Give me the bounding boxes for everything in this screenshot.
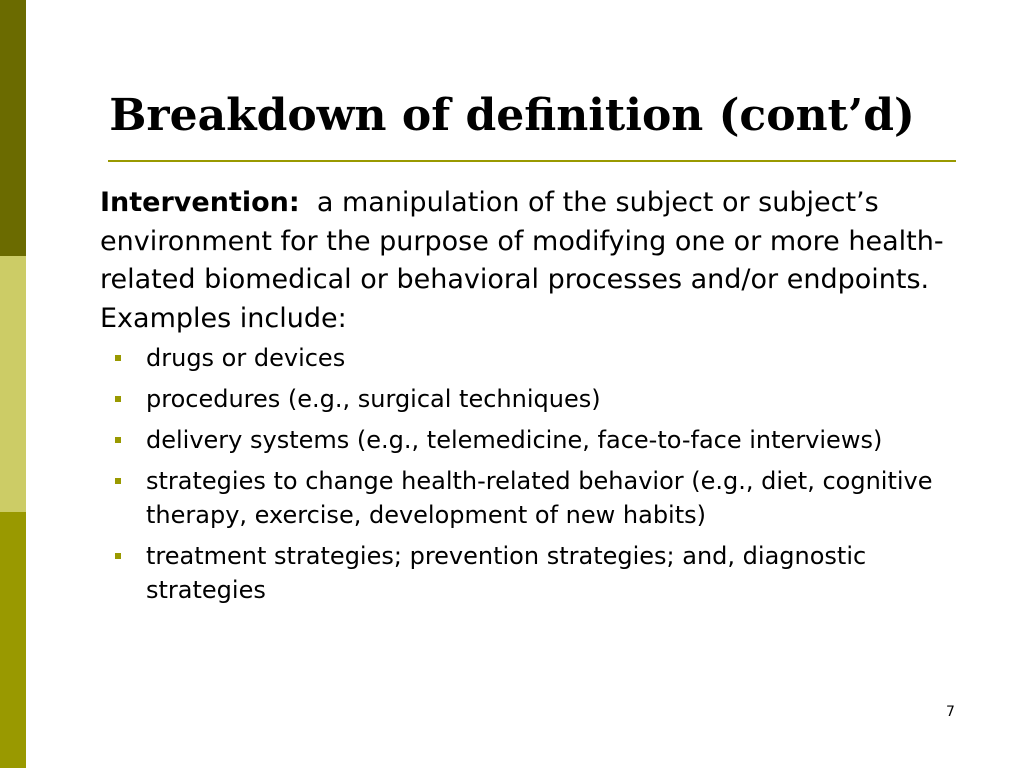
bullet-item [100,382,980,416]
square-bullet-icon [115,478,121,484]
intro-text: a manipulation of the subject or subject’s environment for the purpose of modifying one or more health-related biomedical or behavioral processes and/or endpoints. Examples include: [100,187,944,334]
square-bullet-icon [115,355,121,361]
bullet-list [100,341,980,607]
bullet-item [100,423,980,457]
intro-paragraph [100,184,980,338]
square-bullet-icon [115,553,121,559]
square-bullet-icon [115,396,121,402]
side-bar-middle [0,256,26,512]
bullet-item [100,539,980,607]
slide-title: Breakdown of definition (cont’d) [109,90,915,141]
bullet-item [100,341,980,375]
bullet-item [100,464,980,532]
square-bullet-icon [115,437,121,443]
bullet-text: delivery systems (e.g., telemedicine, face-to-face interviews) [146,426,883,454]
bullet-text: treatment strategies; prevention strategies; and, diagnostic strategies [146,542,867,604]
bullet-text: strategies to change health-related behavior (e.g., diet, cognitive therapy, exercise, development of new habits) [146,467,933,529]
title-underline [108,160,956,162]
page-number: 7 [946,704,955,720]
bullet-text: procedures (e.g., surgical techniques) [146,385,601,413]
intro-term: Intervention: [100,187,300,218]
bullet-text: drugs or devices [146,344,346,372]
side-bar-bottom [0,512,26,768]
slide-body [100,184,980,614]
